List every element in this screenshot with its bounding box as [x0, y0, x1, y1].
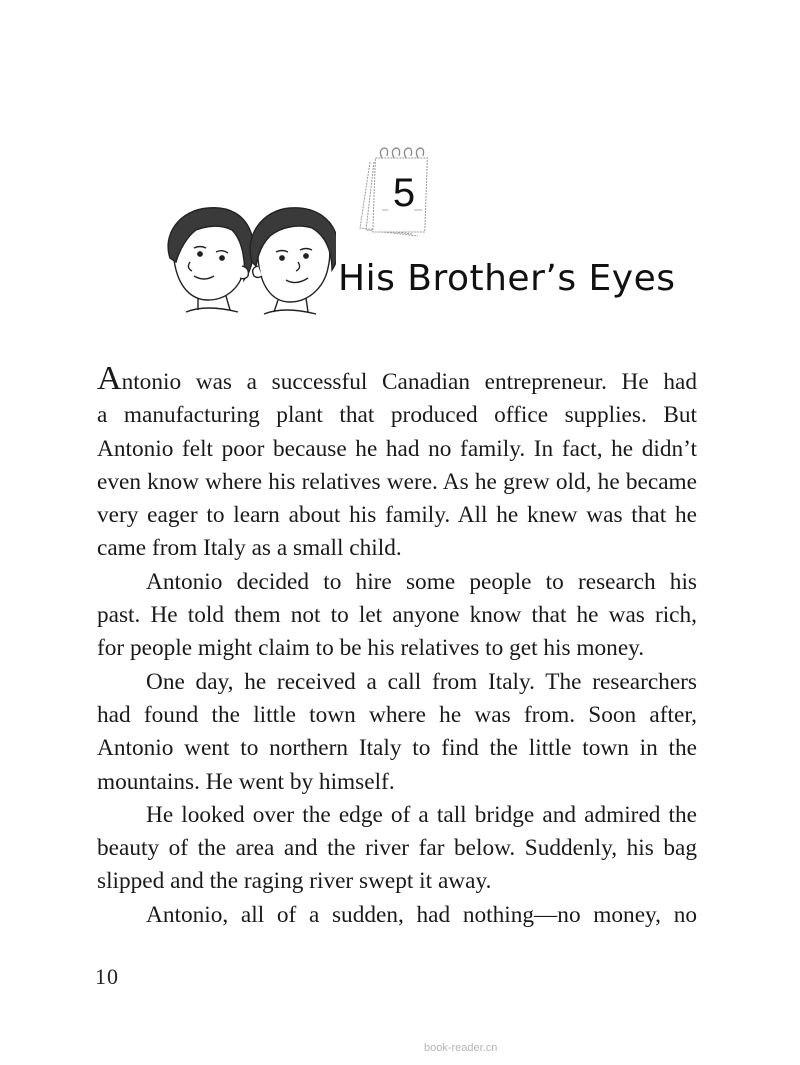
- text-line: for people might claim to be his relatives to get his money.: [97, 635, 645, 662]
- text-line: past. He told them not to let anyone know that he was rich,: [97, 602, 697, 629]
- text-line: Antonio, all of a sudden, had nothing—no money, no: [146, 901, 697, 928]
- text-line: Antonio felt poor because he had no family. In fact, he didn’t: [97, 435, 697, 462]
- paragraph: [97, 799, 697, 899]
- brothers-faces-illustration: [156, 200, 336, 315]
- text-line: Antonio decided to hire some people to research his: [146, 568, 697, 595]
- paragraph: [97, 899, 697, 932]
- drop-cap: A: [97, 360, 122, 397]
- text-line: slipped and the raging river swept it away.: [97, 868, 492, 895]
- text-line: Antonio was a successful Canadian entrepreneur. He had: [97, 360, 697, 397]
- text-line: even know where his relatives were. As he grew old, he became: [97, 468, 697, 495]
- text-line: had found the little town where he was from. Soon after,: [97, 701, 697, 728]
- text-line: very eager to learn about his family. All he knew was that he: [97, 502, 697, 529]
- text-line: mountains. He went by himself.: [97, 768, 395, 795]
- text-line: a manufacturing plant that produced office supplies. But: [97, 402, 697, 429]
- paragraph: [97, 666, 697, 799]
- chapter-body: [97, 362, 697, 932]
- text-line: beauty of the area and the river far below. Suddenly, his bag: [97, 835, 697, 862]
- text-line: One day, he received a call from Italy. The researchers: [146, 668, 697, 695]
- page-number: 10: [95, 964, 119, 989]
- paragraph: [97, 362, 697, 566]
- chapter-title: His Brother’s Eyes: [338, 258, 676, 299]
- paragraph: [97, 566, 697, 666]
- chapter-number: 5: [392, 171, 416, 215]
- watermark: book-reader.cn: [424, 1042, 498, 1054]
- text-line: Antonio went to northern Italy to find the little town in the: [97, 735, 697, 762]
- text-line: came from Italy as a small child.: [97, 535, 402, 562]
- text-line: He looked over the edge of a tall bridge and admired the: [146, 801, 697, 828]
